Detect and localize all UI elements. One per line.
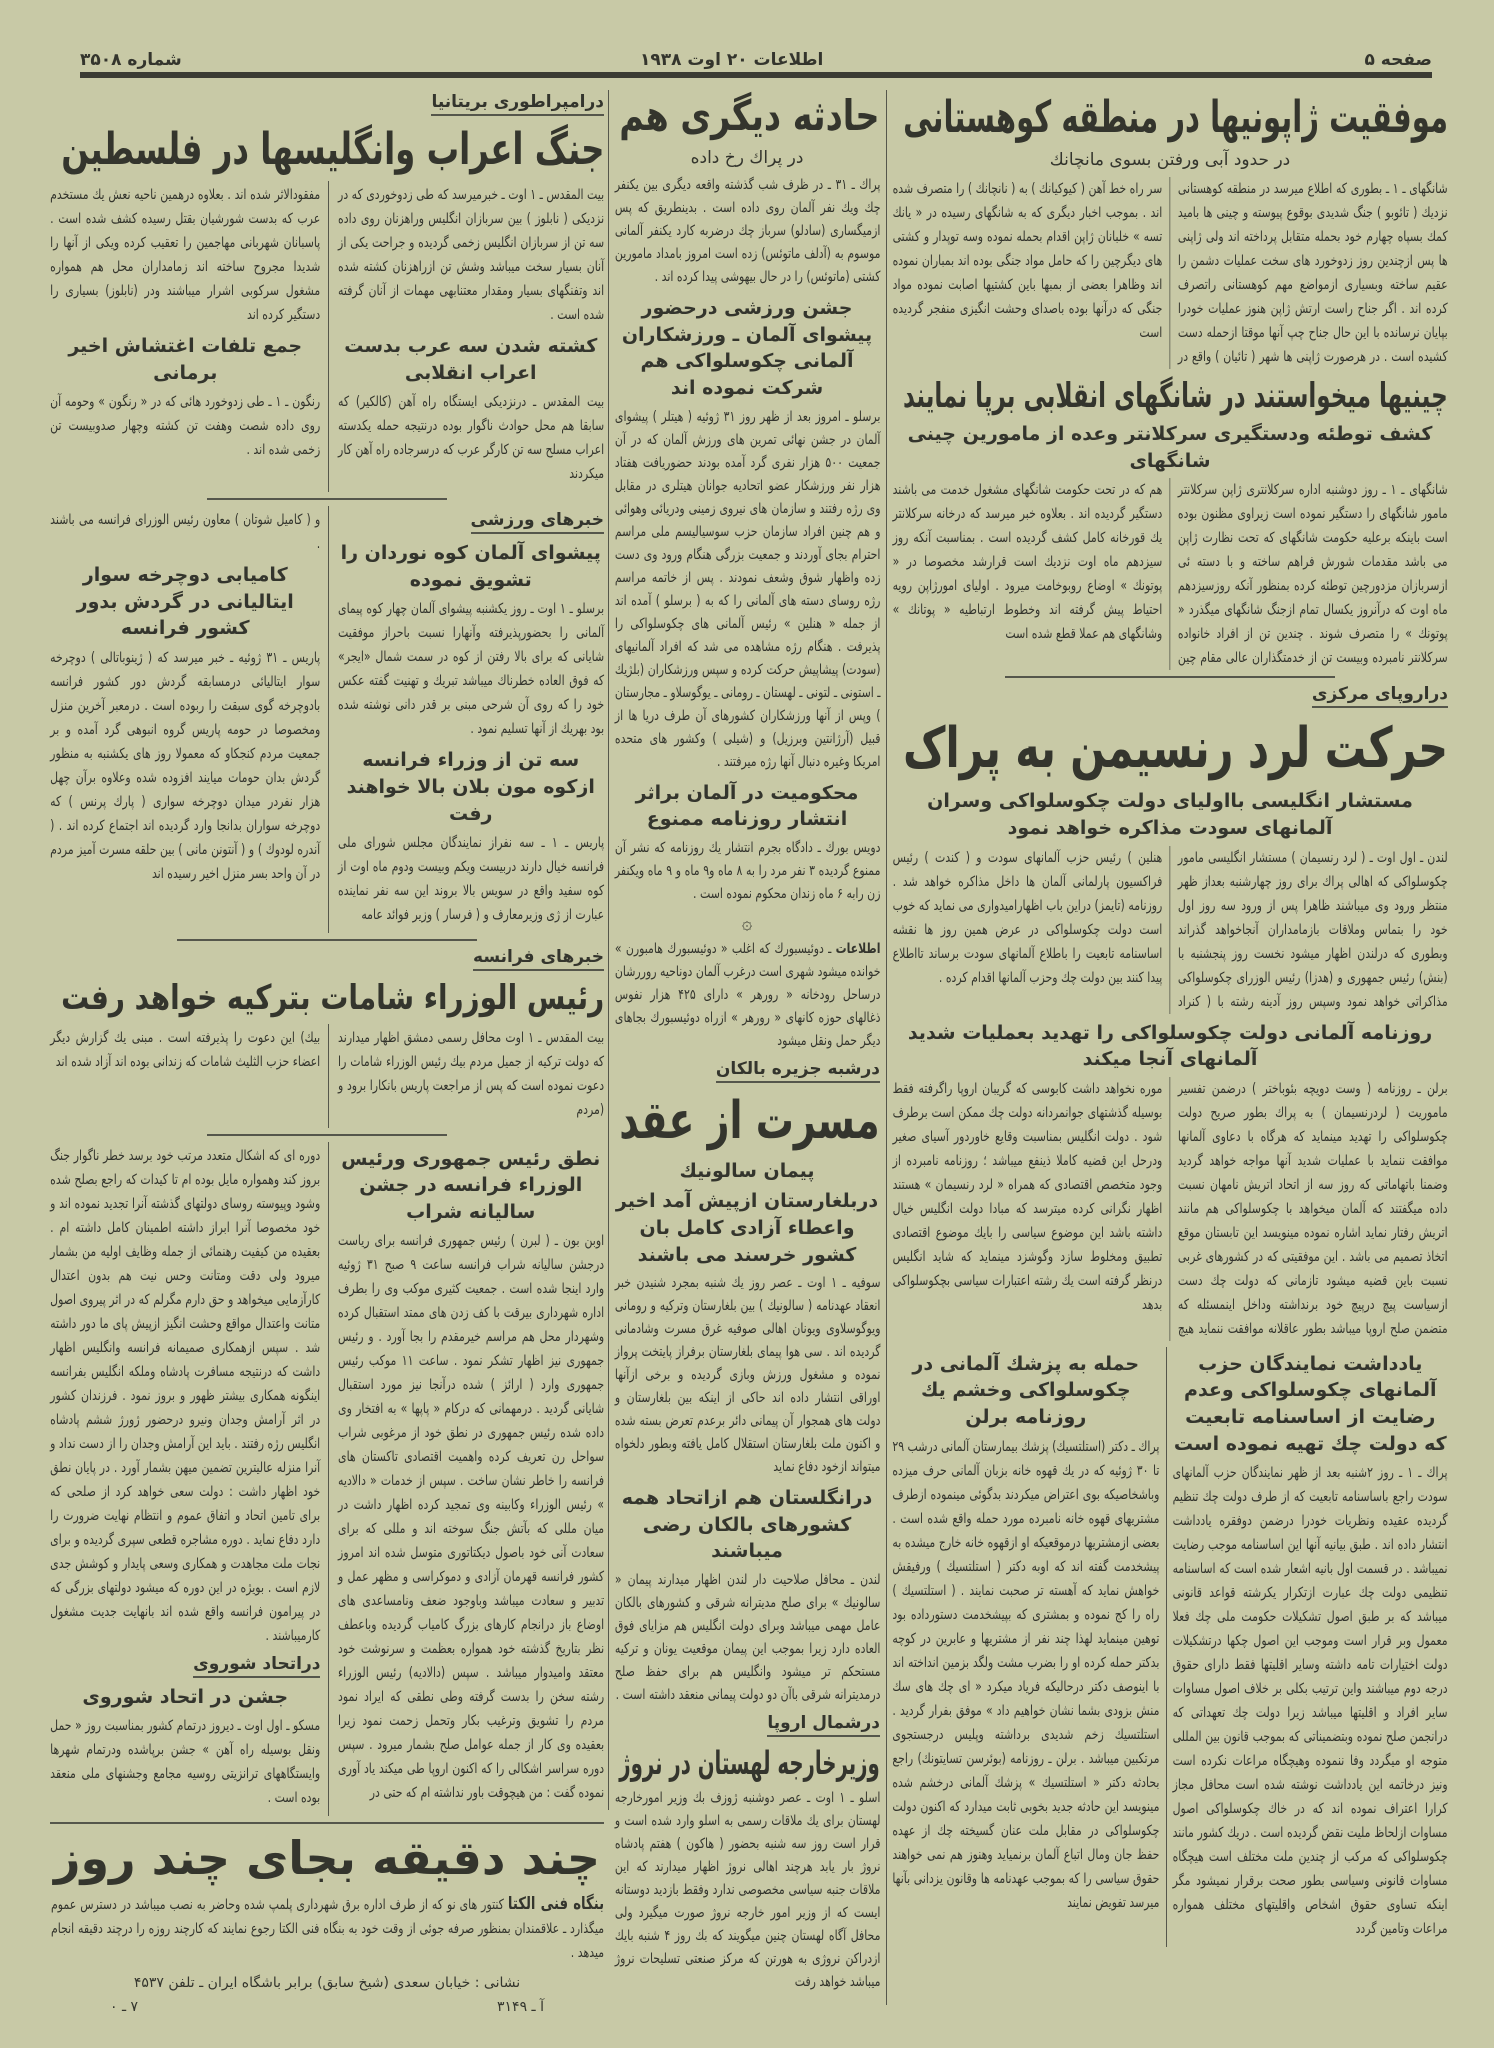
article-german-threat <box>892 1020 1448 1341</box>
headline <box>614 1743 880 1783</box>
column-d-part <box>50 1142 328 1817</box>
article-another-incident <box>614 90 880 289</box>
article-body-wrap <box>614 406 880 774</box>
article-body-wrap <box>50 390 320 462</box>
three-arabs-headline: کشته شدن سه عرب بدست اعراب انقلابی <box>344 335 598 384</box>
column-b <box>614 88 880 2000</box>
article-body: اسلو ـ ۱ اوت ـ عصر دوشنبه ژوزف بك وزیر امورخارجه لهستان برای یك ملاقات رسمی به اسلو وارد شده است و قرار است روز سه شنبه بحضور ( هاکون ) هفتم پادشاه نروژ بار یابد هرچند اهالی نروژ اظهار میدارند که این ملاقات جنبه سیاسی مخصوصی ندارد وفقط بازدید دوستانه ایست که از وزیر امور خارجه نروژ صورت میگیرد ولی محافل آگاه لهستان چنین میگویند که بك روز ۴ شنبه بایك ازدراکن نروژی به هورتن که مرکز صنعتی تسلیحات نروژ میباشد خواهد رفت <box>614 1790 880 1991</box>
cyclist-body: پاریس ـ ۳۱ ژوئیه ـ خبر میرسد که ( ژینوباتالی ) دوچرخه سوار ایتالیائی درمسابقه گردش دور کشور فرانسه بادوچرخه گوی سبقت را ربوده است . درمعبر آخرین منزل ومخصوصا در حومه پاریس گروه انبوهی گرد آمده و بر جمعیت مردم کنجکاو که معمولا روز های یکشنبه به منظور گردش بدان حومات میایند افزوده شده وعلاوه برآن چهل هزار نفردر میدان دوچرخه سواری ( پارك پرنس ) که دوچرخه سواران بدانجا وارد گردیده اند اجتماع کرده اند . ( آندره لودوك ) و ( آنتونن مانی ) بین حلقه مسرت آمیز مردم در آن واحد بسر منزل اخیر رسیده اند <box>50 649 321 882</box>
headline <box>892 90 1448 145</box>
soviet-headline: جشن در اتحاد شوروی <box>82 1685 289 1708</box>
issue-number: شماره ۳۵۰۸ <box>80 50 182 70</box>
headline-text: چینیها میخواستند در شانگهای انقلابی برپا نمایند <box>903 375 1448 416</box>
split-row <box>892 1347 1448 1947</box>
article-body: لندن ـ اول اوت ـ ( لرد رنسیمان ) مستشار انگلیسی مامور چکوسلواکی که اهالی پراك برای روز چهارشنبه بعداز ظهر منتظر ورود وی میباشند ظاهرا پس از ورود سه روز اول خود را بتماس وملاقات بازمامداران آنجاخواهد گذراند وبطوری که درلندن اظهار میشود نخست روز پنجشنبه با (بنش) رئیس جمهوری و (هدزا) رئیس الوزرای چکوسلواکی مذاکراتی خواهد نمود وسپس روز آدینه رشته با ( کنراد هنلین ) رئیس حزب آلمانهای سودت و ( کندت ) رئیس فراکسیون پارلمانی آلمان ها داخل مذاکره خواهد شد . روزنامه (تایمز) دراین باب اظهارامیدواری می نماید که خوب است دولت چکوسلواکی در عرض همین روز ها نقشه اساسنامه تابعیت را باطلاع آلمانهای سودت برساند تااطلاع پیدا کنند بین دولت چك وحزب آلمانها اقدام کرده . <box>892 849 1448 1010</box>
headline-text: جنگ اعراب وانگلیسها در فلسطین <box>60 124 604 175</box>
column-c-part <box>328 506 604 933</box>
article-body: پراك ـ ۳۱ ـ در ظرف شب گذشته واقعه دیگری بین یکنفر چك ویك نفر آلمان روی داده است . بدینطریق که پس ازمیگساری (سادلو) سرباز چك درضربه کارد یکنفر آلمانی موسوم به (آدلف ماتوئس) زده است امروز بامداد مامورین کشتی (ماتوئس) را در حال بیهوشی پیدا کرده اند . <box>614 177 880 286</box>
headline-text: رئیس الوزراء شامات بترکیه خواهد رفت <box>60 978 604 1019</box>
syria-body-continued: بیك) این دعوت را پذیرفته است . مبنی یك گزارش دیگر اعضاء حزب الثلیث شامات که زندانی بوده اند آزاد شده اند <box>50 1029 321 1070</box>
section-rule <box>177 939 477 941</box>
ad-body-wrap <box>50 1892 604 1965</box>
soviet-body: مسکو ـ اول اوت ـ دیروز درتمام کشور بمناسبت روز « حمل ونقل بوسیله راه آهن » جشن برپاشده ودرتمام شهرها وایستگاههای ترانزیتی روسیه مجامع وجشنهای ملی منعقد بوده است . <box>50 1718 321 1807</box>
column-d-part <box>50 506 328 933</box>
ad-headline-text: چند دقیقه بجای چند روز <box>54 1831 600 1886</box>
column-c-part <box>328 1024 604 1128</box>
article-body-wrap <box>337 831 604 927</box>
headline-text: وزیرخارجه لهستان در نروژ <box>619 1744 880 1783</box>
article-body: پراك ـ دکتر (استلتسیك) پزشك بیمارستان آلمانی درشب ۲۹ تا ۳۰ ژوئیه که در یك قهوه خانه بزبان آلمانی حرف میزده وباشخاصیکه بوی اعتراض میکردند بدگوئی مینموده ازطرف مشتریهای قهوه خانه نامبرده مورد حمله واقع شده است . بعضی ازمشتریها درموقعیکه او ازقهوه خانه خارج میشده به پیشخدمت گفته اند که اوبه دکتر ( استلتسیك ) ورفیقش خواهش نماید که آهسته تر صحبت نمایند . ( استلتسیك ) راه را کج نموده و بمشتری که بپیشخدمت دستورداده بود توهین مینماید لهذا چند نفر از مشتریها و عابرین در کوچه بدکتر حمله کرده او را بضرب مشت ولگد بزمین انداخته اند با اینوصف دکتر درحالیکه فریاد میکرد « ای چك های سك منش بزودی بشما نشان خواهیم داد » موفق بفرار گردید . استلتسیك زخم شدیدی برداشته وپلیس درجستجوی مرتکبین میباشد . برلن ـ روزنامه (بوئرسن تسایتونك) راجع بحادثه دکتر « استلتسیك » پزشك آلمانی درخشم شده مینویسد این حادثه جدید بخوبی ثابت میدارد که اکنون دولت چکوسلواکی در مقابل ملت عنان گسیخته چك از عهده حفظ جان ومال اتباع آلمان برنمیاید وهنوز هم نمی خواهند حقوق سیاسی را که بموجب عهدنامه ها وقانون یزدانی بآنها میرسد تفویض نمایند <box>892 1438 1160 1911</box>
advertisement-elekta <box>50 1830 604 2019</box>
ad-codes <box>50 1995 604 2019</box>
burma-body: رنگون ـ ۱ ـ طی زدوخورد هائی که در « رنگون » وحومه آن روی داده شصت وهفت تن کشته وچهار صدوبیست تن زخمی شده اند . <box>50 394 321 459</box>
article-body-wrap <box>1173 1461 1448 1941</box>
section-rule <box>207 498 447 500</box>
section-kicker: دراروپای مرکزی <box>1312 684 1448 708</box>
section-rule <box>1005 676 1335 678</box>
article-england-balkans <box>614 1485 880 1707</box>
row-sports <box>50 506 604 933</box>
headline-text: موفقیت ژاپونیها در منطقه کوهستانی <box>903 92 1448 143</box>
article-body: دویس بورك ـ دادگاه بجرم انتشار یك روزنامه که نشر آن ممنوع گردیده ۳ نفر مرد را به ۸ ماه و۹ ماه و ۹ ماه ویکنفر زن رابه ۶ ماه زندان محکوم نموده است . <box>614 839 880 902</box>
subheadline: پیمان سالونیك <box>679 1159 815 1182</box>
column-divider <box>608 90 609 1810</box>
section-kicker: خبرهای فرانسه <box>473 947 604 971</box>
article-body: لندن ـ محافل صلاحیت دار لندن اظهار میدارند پیمان « سالونیك » برای صلح مدیترانه شرقی و کشورهای بالکان عامل مهمی میباشد وبرای دولت انگلیس هم مزایای فوق العاده دارد زیرا بموجب این پیمان موقعیت یونان و ترکیه مستحکم تر میشود وانگلیس هم برای حفظ صلح درمدیترانه شرقی باآن دو دولت پیمانی منعقد داشته است . <box>614 1572 880 1704</box>
article-body: برسلو ـ امروز بعد از ظهر روز ۳۱ ژوئیه ( هیتلر ) پیشوای آلمان در جشن نهائی تمرین های ورزش آلمان که در آن جمعیت ۵۰۰ هزار نفری گرد آمده بودند حضوریافت هفتاد هزار نفر ورزشکار عضو اتحادیه جوانان هیتلری در مقابل وی رژه رفتند و سازمان های نیروی زمینی ودریائی وهوائی و هم چنین افراد سازمان حزب سوسیالیسم ملی مراسم احترام بجای آوردند و جمعیت بزرگی هنگام ورود وی دست زده واظهار شوق وشعف نمودند . پس از خاتمه مراسم رژه روسای دسته های آلمانی را که به ( برسلو ) آمده اند از جمله « هنلین » رئیس آلمانی های چکوسلواکی را پذیرفت . هنگام رژه مشاهده می شد که افراد آلمانیهای (سودت) پیشاپیش حرکت کرده و سپس ورزشکاران (بلژیك ـ استونی ـ لتونی ـ لهستان ـ رومانی ـ یوگوسلاو ـ مجارستان ) وپس از آنها ورزشکاران کشورهای آن طرف دریا ها از قبیل (آرژانتین وبرزیل) و (شیلی ) وکشور های متحده امریکا وغیره دنبال آنها رژه میرفتند . <box>614 408 880 770</box>
column-a <box>892 88 1448 1947</box>
article-body-wrap <box>614 1787 880 1994</box>
article-body-wrap <box>614 174 880 289</box>
column-cd <box>50 88 604 2019</box>
climbers-body: برسلو ـ ۱ اوت ـ روز یکشنبه پیشوای آلمان چهار کوه پیمای آلمانی را بحضورپذیرفته وآنهارا نسبت باحراز موفقیت شایانی که برای بالا رفتن از کوه در سمت شمال «ایجر» که فوق العاده خطرناك میباشد تبریك و تهنیت گفته عکس خود را که روی آن شرحی مبنی بر قدر دانی نوشته شده بود بهریك از آنها تسلیم نمود . <box>337 601 604 738</box>
subheadline-2: دربلغارستان ازپیش آمد اخیر واعطاء آزادی کامل بان کشور خرسند می باشند <box>615 1190 879 1266</box>
headline <box>614 1089 880 1154</box>
wine-fest-body: اوبن بون ـ ( لبرن ) رئیس جمهوری فرانسه برای ریاست درجشن سالیانه شراب فرانسه ساعت ۹ صبح ۳۱ ژوئیه وارد اینجا شده است . جمعیت کثیری موکب وی را بطرف اداره شهرداری بیرقت با کف زدن های ممتد استقبال کرده وشهردار محل هم مراسم خیرمقدم را بجا آورد . و رئیس جمهوری نیز اظهار تشکر نمود . ساعت ۱۱ موکب رئیس جمهوری وارد ( ارائز ) شده درآنجا نیز مورد استقبال شایانی گردید . درمهمانی که درکام « پاپها » به افتخار وی داده شده رئیس جمهوری در نطق خود از مرغوبی شراب سواحل رن تعریف کرده واهمیت اقتصادی تاکستان های فرانسه را خاطر نشان ساخت . سپس از خدمات « دالادیه » رئیس الوزراء وکابینه وی تمجید کرده اظهار داشت در میان مللی که بآتش جنگ سوخته اند و مللی که برای سعادت آنی خود باصول دیکتاتوری متوسل شده اند امروز کشور فرانسه قهرمان آزادی و دموکراسی و مظهر عمل و تدبیر و سعادت میباشد وباوجود ضعف ونامساعدی های اوضاع باز درانجام کارهای بزرگ کامیاب گردیده وباعطف نظر بتاریخ گذشته خود همواره بعظمت و سرنوشت خود معتقد وامیدوار میباشد . سپس (دالادیه) رئیس الوزراء رشته سخن را بدست گرفته وطی نطقی که ایراد نمود مردم را تشویق وترغیب بکار وتحمل زحمت نمود زیرا بعقیده وی کار از جمله عوامل صلح بشمار میرود . سپس دوره سراسر اشکالی را که اکنون اروپا طی میکند یاد آوری نموده گفت : من هیچوقت باور نداشته ام که حتی در <box>337 1233 604 1802</box>
ad-headline <box>50 1830 604 1888</box>
article-body-wrap <box>337 183 604 327</box>
column-d-part <box>50 1024 328 1128</box>
wine-fest-headline: نطق رئیس جمهوری ورئیس الوزراء فرانسه در جشن سالیانه شراب <box>341 1147 601 1223</box>
article-body: سوفیه ـ ۱ اوت ـ عصر روز یك شنبه بمجرد شنیدن خبر انعقاد عهدنامه ( سالونیك ) بین بلغارستان وترکیه و رومانی ویوگوسلاوی ویونان اهالی صوفیه غرق مسرت وشادمانی گردیده اند . سی هوا پیمای بلغارستان برفراز پایتخت پرواز نموده و مشغول ورزش وبازی گردیده و برخی ازآنها اوراقی انتشار داده اند حاکی از اینکه بین بلغارستان و دولت های همجوار آن پیمانی دائر برعدم تعرض بسته شده و اکنون ملت بلغارستان استقلال کامل یافته وبطور دلخواه میتواند ازخود دفاع نماید <box>614 1275 881 1476</box>
three-arabs-body: بیت المقدس ـ درنزدیکی ایستگاه راه آهن (کالکیر) که سابقا هم محل حوادث ناگوار بوده درنتیجه حمله یکدسته اعراب مسلح سه تن کارگر عرب که درسرجاده راه آهن کار میکردند <box>337 394 604 483</box>
row-palestine <box>50 181 604 492</box>
article-body-wrap <box>892 478 1448 670</box>
ettelaat-note-text <box>614 938 880 1053</box>
headline: درانگلستان هم ازاتحاد همه کشورهای بالکان رضی میباشند <box>621 1487 873 1563</box>
article-body-wrap <box>892 1435 1160 1915</box>
column-c-part <box>328 1142 604 1817</box>
article-body-wrap <box>50 1714 320 1810</box>
row-syria <box>50 1024 604 1128</box>
article-body-wrap <box>892 846 1448 1014</box>
palestine-body: بیت المقدس ـ ۱ اوت ـ خبرمیرسد که طی زدوخوردی که در نزدیکی ( نابلوز ) بین سربازان انگلیس وراهزنان روی داده سه تن از سربازان انگلیس زخمی گردیده و جراحت یکی از آنان بسیار سخت میباشد وشش تن ازراهزنان کشته شده اند وتفنگهای بسیار ومقدار معتنابهی مهمات از آنان گرفته شده است . <box>337 187 604 323</box>
article-body-wrap <box>892 1077 1448 1341</box>
article-conviction <box>614 780 880 1053</box>
article-runciman <box>892 684 1448 1013</box>
article-body-wrap <box>892 177 1448 369</box>
article-sports-festival <box>614 295 880 773</box>
headline <box>614 90 880 143</box>
subheadline: مستشار انگلیسی بااولیای دولت چکوسلواکی وسران آلمانهای سودت مذاکره خواهد نمود <box>927 790 1413 840</box>
section-kicker: درامپراطوری بریتانیا <box>431 92 604 116</box>
article-body: شانگهای ـ ۱ ـ بطوری که اطلاع میرسد در منطقه کوهستانی نزدیك ( تائوبو ) جنگ شدیدی بوقوع پیوسته و چینی ها بامید کمك بسپاه چهارم خود بحمله متقابل پرداخته اند ولی ژاپنی ها پس ازچندین روز زدوخورد های سخت عملیات دشمن را عقیم ساخته وبسیاری ازمواضع مهم کوهستانی راتصرف کرده اند . اگر جناح راست ارتش ژاپن هنوز عملیات خودرا بپایان نرسانده با این حال جناح چپ آنها موقتا ازحمله دست کشیده است . در هرصورت ژاپنی ها شهر ( تائیان ) واقع در سر راه خط آهن ( کیوکیانك ) به ( نانچانك ) را متصرف شده اند . بموجب اخبار دیگری که به شانگهای رسیده در « یانك تسه » خلبانان ژاپن اقدام بحمله نموده وسه توپدار و کشتی های دیگرچین را که حامل مواد جنگی بوده اند بمباران نموده اند وظاهرا بعضی از بمبها باین کشتیها اصابت نموده مواد جنگی که درآنها بوده باصدای وحشت انگیزی منفجر گردیده است <box>892 180 1448 365</box>
article-japan <box>892 90 1448 369</box>
section-kicker: خبرهای ورزشی <box>471 510 605 534</box>
ad-text: کنتور های نو که از طرف اداره برق شهرداری پلمپ شده وحاضر به نصب میباشد در دسترس عموم میگذارد ـ علاقمندان بمنظور صرفه جوئی از وقت خود به بنگاه فنی الکتا رجوع نمایند که کارچند روزه را درچند دقیقه انجام میدهد . <box>50 1896 604 1961</box>
article-polish-fm <box>614 1713 880 1994</box>
row-wine <box>50 1142 604 1817</box>
burma-headline: جمع تلفات اغتشاش اخیر برمانی <box>68 335 303 384</box>
headline: حمله به پزشك آلمانی در چکوسلواکی وخشم یك روزنامه برلن <box>912 1352 1140 1429</box>
article-body-wrap <box>50 1026 320 1074</box>
chautemps-note: و ( کامیل شوتان ) معاون رئیس الوزرای فرانسه می باشند . <box>50 512 321 553</box>
wine-fest-body-continued: دوره ای که اشکال متعدد مرتب خود برسد خطر ناگوار جنگ بروز کند وهمواره مایل بوده ام تا کیدات که راجع بصلح شده وشود وپیوسته روسای دولتهای گذشته آنرا تجدید نموده اند و خود مخصوصا آنرا ابراز داشته اطمینان کامل داشته ام . بعقیده من کیفیت رهنمائی از جمله وظایف اولیه من بشمار میرود ولی دقت ومتانت وحس نیت هم بدون اعتدال کارآزمایی میخواهد و حق دارم مگرلم که در اثر پیروی اصول متانت واعتدال مواقع وحشت انگیز ازپیش پای ما دور داشته شد . سپس ازهمکاری صمیمانه فرانسه وانگلیس اظهار داشت که درنتیجه مسافرت پادشاه وملکه انگلیس بفرانسه اینگونه همکاری بیشتر ظهور و بروز نمود . فرزندان کشور در اثر آرامش وجدان ونیرو درحضور ژورژ ششم پادشاه انگلیس رژه رفتند . باید این آرامش وجدان را از دست نداد و آنرا منزله عالیترین تضمین میهن بشمار آورد . در پایان نطق خود اظهار داشت : دولت سعی خواهد کرد از صلحی که برای تامین اتحاد و اتفاق عموم و انتظام نهایت ضرورت را دارد دفاع نماید . دوره مشاجره قطعی سپری گردیده و برای نجات ملت مجاهدت و همکاری وسعی پایدار و کوشش جدی لازم است . بویژه در این دوره که میشود دولتهای بزرگی که در پیرامون فرانسه واقع شده اند بانهایت جدیت مشغول کارمیباشند . <box>50 1147 321 1644</box>
headline: محکومیت در آلمان براثر انتشار روزنامه ممنوع <box>635 781 859 831</box>
section-kicker: درشمال اروپا <box>767 1713 880 1737</box>
ad-code: آ ـ ۳۱۴۹ <box>497 1998 544 2015</box>
section-rule <box>50 1822 604 1824</box>
note-body: ـ دوئیسبورك كه اغلب « دوئیسبورك هامبورن » خوانده میشود شهری است درغرب آلمان دوناحیه روررشان درساحل رودخانه « رورهر » دارای ۴۲۵ هزار نفوس ذغالهای حوزه کانهای « رورهر » ازراه دوئیسبورك بجاهای دیگر حمل ونقل میشود <box>614 940 880 1049</box>
note-lead: اطلاعات <box>835 940 880 957</box>
ornament-icon: ۞ <box>741 912 753 934</box>
article-body-wrap <box>337 597 604 741</box>
palestine-body-continued: مفقودالاثر شده اند . بعلاوه درهمین ناحیه نعش یك مستخدم عرب که بدست شورشیان بقتل رسیده کشف شده است . پاسبانان شهربانی مهاجمین را تعقیب کرده ویکی از آنها را شدیدا مجروح ساخته اند زمامداران محل هم همواره مشغول سرکوبی اشرار میباشند ودر (نابلوز) بسیاری را دستگیر کرده اند <box>50 187 321 323</box>
subheadline: کشف توطئه ودستگیری سرکلانتر وعده از مامورین چینی شانگهای <box>907 423 1433 472</box>
article-body-wrap <box>337 1229 604 1805</box>
mont-blanc-body: پاریس ـ ۱ ـ سه نفراز نمایندگان مجلس شورای ملی فرانسه خیال دارند دربیست ویکم وبیست ودوم ماه اوت از کوه سفید واقع در سویس بالا بروند این سه نفر نماینده عبارت از ژی وزیرمعارف و ( فرسار ) وزیر فوائد عامه <box>337 835 604 924</box>
article-body-wrap <box>50 183 320 327</box>
masthead-rule <box>80 72 1432 78</box>
syria-body: بیت المقدس ـ ۱ اوت محافل رسمی دمشق اظهار میدارند که دولت ترکیه از جمیل مردم بیك رئیس الوزراء شامات را دعوت نموده است که پس از مراجعت پاریس بانکارا برود و (مردم <box>337 1029 604 1118</box>
article-body-wrap <box>337 1026 604 1122</box>
ad-address: نشانی : خیابان سعدی (شیخ سابق) برابر باشگاه ایران ـ تلفن ۴۵۳۷ <box>133 1974 521 1991</box>
headline: جشن ورزشی درحضور پیشوای آلمان ـ ورزشکاران آلمانی چکوسلواکی هم شرکت نموده اند <box>621 297 873 400</box>
ad-code-2: ۷ ـ ۰ <box>110 1998 139 2015</box>
column-d-part <box>50 181 328 492</box>
article-doctor-attack <box>892 1347 1166 1947</box>
article-body-wrap <box>337 390 604 486</box>
climbers-headline: پیشوای آلمان کوه نوردان را تشویق نموده <box>340 542 601 591</box>
ad-brand: بنگاه فنی الکتا <box>507 1893 605 1914</box>
article-body-wrap <box>50 646 320 886</box>
headline: یادداشت نمایندگان حزب آلمانهای چکوسلواکی وعدم رضایت از اساسنامه تابعیت که دولت چك تهیه نموده است <box>1173 1352 1447 1455</box>
headline: روزنامه آلمانی دولت چکوسلواکی را تهدید بعملیات شدید آلمانهای آنجا میکند <box>907 1021 1433 1071</box>
page-number: صفحه ۵ <box>1364 50 1432 70</box>
headline-text: مسرت از عقد <box>619 1090 880 1151</box>
article-body: شانگهای ـ ۱ ـ روز دوشنبه اداره سرکلانتری ژاپن سرکلانتر مامور شانگهای را دستگیر نموده است زیراوی مظنون بوده است باینکه برعلیه حکومت شانگهای که تحت نظارت ژاپن می باشد مقدمات شورش فراهم ساخته و با دسته ئی ازسربازان مزدورچین توطئه کرده بمنظور آنکه روزسیزدهم ماه اوت که درآنروز یکسال تمام ازجنگ شانگهای میگذرد « پوتونك » را متصرف شوند . چندین تن از افراد خانواده سرکلانتر نامبرده وبیست تن از خدمتگذاران عالی مقام چین هم که در تحت حکومت شانگهای مشغول خدمت می باشند دستگیر گردیده اند . بعلاوه خبر میرسد که درخانه سرکلانتر یك قورخانه کامل کشف گردیده است . بمناسبت آنکه روز سیزدهم ماه اوت نزدیك است قرارشد مخصوصا در « پوتونك » اوضاع روبوخامت میرود . اولیای امورژاپن رویه احتیاط پیش گرفته اند وخطوط ارتباطیه « پوتانك » وشانگهای هم عملا قطع شده است <box>892 482 1448 667</box>
palestine-headline <box>50 122 604 177</box>
article-shanghai <box>892 375 1448 671</box>
subheadline: در حدود آبی ورفتن بسوی مانچانك <box>1049 150 1291 170</box>
ettelaat-note <box>614 938 880 1053</box>
mont-blanc-headline: سه تن از وزراء فرانسه ازکوه مون بلان بالا خواهند رفت <box>346 749 595 825</box>
headline <box>892 714 1448 784</box>
column-c-part <box>328 181 604 492</box>
paper-date: اطلاعات ۲۰ اوت ۱۹۳۸ <box>640 50 824 70</box>
cyclist-headline: کامیابی دوچرخه سوار ایتالیانی در گردش بدور کشور فرانسه <box>76 564 294 640</box>
article-body-wrap <box>614 1272 880 1479</box>
article-body-wrap <box>614 837 880 906</box>
headline-text: حرکت لرد رنسیمن به پراک <box>903 716 1448 782</box>
headline <box>892 375 1448 418</box>
article-salonica <box>614 1059 880 1479</box>
subheadline: در پراك رخ داده <box>690 147 804 168</box>
syria-headline <box>50 977 604 1020</box>
article-body: برلن ـ روزنامه ( وست دویچه بئوباختر ) درضمن تفسیر ماموریت ( لردرنسیمان ) به پراك بطور صریح دولت چکوسلواکی را تهدید مینماید که هرگاه با دعاوی آلمانها موافقت ننماید با عملیات شدید آنها مواجه خواهد گردید وضمنا باتهاماتی که روز سه از اتحاد اتریش نامهان نسبت داده میگفتند که آلمان میخواهد با چکوسلواکی هم مانند اتریش رفتار نماید اشاره نموده مینویسد این تابستان موقع اتخاذ تصمیم می باشد . این موفقیتی که در کشورهای غربی نسبت باین قضیه میشود تازمانی که دولت چك دست ازسیاست پیچ درپیچ خود برنداشته وداخل اینمسئله که متضمن صلح اروپا میباشد بطور عاقلانه موافقت ننماید هیچ موره نخواهد داشت کابوسی که گریبان اروپا راگرفته فقط بوسیله گذشتهای جوانمردانه دولت چك ممکن است برطرف شود . دولت انگلیس بمناسبت وقایع خاوردور آسیای صغیر ودرحل این قضیه کاملا ذینفع میباشد ؛ روزنامه نامبرده از وجود متخصص اقتصادی که همراه « لرد رنسیمان » هستند اظهار نگرانی کرده میترسد که مبادا دولت انگلیس خیال داشته باشد این موضوع سیاسی را بایك موضوع اقتصادی تطبیق ومخلوط سازد وگوشزد مینماید که شاید انگلیس درنظر گرفته است یك رشته اعتبارات سیاسی بچکوسلواکی بدهد <box>892 1080 1448 1337</box>
article-body-wrap <box>50 508 320 556</box>
headline-text: حادثه دیگری هم <box>619 91 880 140</box>
section-kicker: درشبه جزیره بالکان <box>716 1059 880 1083</box>
article-body-wrap <box>50 1144 320 1648</box>
article-body-wrap <box>614 1569 880 1707</box>
section-rule <box>207 1134 447 1136</box>
article-sudeten-note <box>1166 1347 1448 1947</box>
section-kicker: دراتحاد شوروی <box>193 1654 320 1678</box>
ad-body <box>51 1892 604 1965</box>
article-body: پراك ـ ۱ ـ روز ۲شنبه بعد از ظهر نمایندگان حزب آلمانهای سودت راجع باساسنامه تابعیت که از طرف دولت چك تنظیم گردیده عقیده ونظریات خودرا درضمن دوفقره یادداشت انتشار داده اند . طبق بیانیه آنها این اساسنامه موجب رضایت نمیباشد . در قسمت اول بانیه اشعار شده است که اساسنامه تنظیمی دولت چك عبارت ازتکرار یکرشته قواعد قانونی میباشد که بر طبق اصول تشکیلات حکومت ملی چك فعلا معمول وبر قرار است وموجب این اصول چکها درتشکیلات دولت اختیارات تامه داشته وسایر اقلیتها فقط دارای حقوق درجه دوم میباشند واین ترتیب بکلی بر خلاف اصول مساوات سایر افراد و اقلیتها میباشد زیرا دولت چك تعهداتی که درانجمن صلح نموده وبتضمیناتی که بموجب قانون بین المللی متوجه او میگردد وفا ننموده وهیچگاه مراعات نکرده است ونیز درخاتمه این یادداشت نوشته شده است محافل مجاز کرارا اعتراف نموده اند که در خاك چکوسلواکی اصول مساوات ازلحاظ ملیت نقض گردیده است . دریك کشور مانند چکوسلواکی که مرکب از چندین ملت مختلف است هیچگاه مساوات قانونی وسیاسی بطور صحت برقرار نمیشود مگر اینکه تساوی حقوق اشخاص واقلیتهای مختلف همواره مراعات وتامین گردد <box>1172 1465 1448 1938</box>
